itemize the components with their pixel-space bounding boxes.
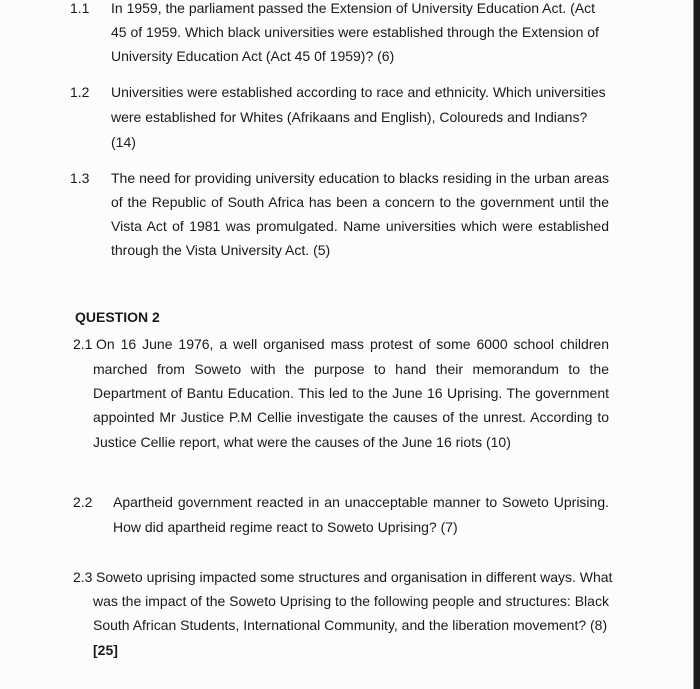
question-text-line: Universities were established according to race and ethnicity. Which universities — [111, 84, 606, 100]
question-text-line: How did apartheid regime react to Soweto Uprising? (7) — [113, 519, 458, 535]
question-text-line: South African Students, International Community, and the liberation movement? (8) — [93, 617, 608, 633]
question-text-line: Department of Bantu Education. This led to the June 16 Uprising. The government — [93, 385, 609, 401]
question-number: 2.1 — [73, 336, 93, 352]
question-text-line: appointed Mr Justice P.M Cellie investigate the causes of the unrest. According to — [93, 409, 609, 425]
question-number: 1.2 — [70, 84, 90, 100]
section-heading: QUESTION 2 — [75, 309, 160, 325]
question-text-line: Apartheid government reacted in an unacceptable manner to Soweto Uprising. — [113, 494, 609, 510]
question-text-line: On 16 June 1976, a well organised mass protest of some 6000 school children — [96, 336, 609, 352]
total-marks: [25] — [93, 642, 118, 658]
question-text-line: Justice Cellie report, what were the causes of the June 16 riots (10) — [93, 434, 511, 450]
question-text-line: University Education Act (Act 45 0f 1959)? (6) — [111, 48, 395, 64]
question-text-line: 45 of 1959. Which black universities were established through the Extension of — [111, 24, 599, 40]
question-text-line: through the Vista University Act. (5) — [111, 242, 331, 258]
question-number: 2.2 — [73, 494, 93, 510]
page-edge — [694, 0, 700, 689]
question-text-line: The need for providing university education to blacks residing in the urban areas — [111, 170, 609, 186]
question-text-line: of the Republic of South Africa has been a concern to the government until the — [111, 194, 609, 210]
question-text-line: Soweto uprising impacted some structures and organisation in different ways. What — [96, 569, 613, 585]
question-text-line: was the impact of the Soweto Uprising to the following people and structures: Black — [93, 593, 609, 609]
question-text-line: (14) — [111, 134, 136, 150]
question-text-line: marched from Soweto with the purpose to hand their memorandum to the — [93, 361, 609, 377]
question-text-line: Vista Act of 1981 was promulgated. Name universities which were established — [111, 218, 609, 234]
question-number: 1.3 — [70, 170, 90, 186]
question-text-line: In 1959, the parliament passed the Extension of University Education Act. (Act — [111, 0, 596, 16]
question-number: 1.1 — [70, 0, 90, 16]
question-number: 2.3 — [73, 569, 93, 585]
question-text-line: were established for Whites (Afrikaans and English), Coloureds and Indians? — [111, 109, 588, 125]
